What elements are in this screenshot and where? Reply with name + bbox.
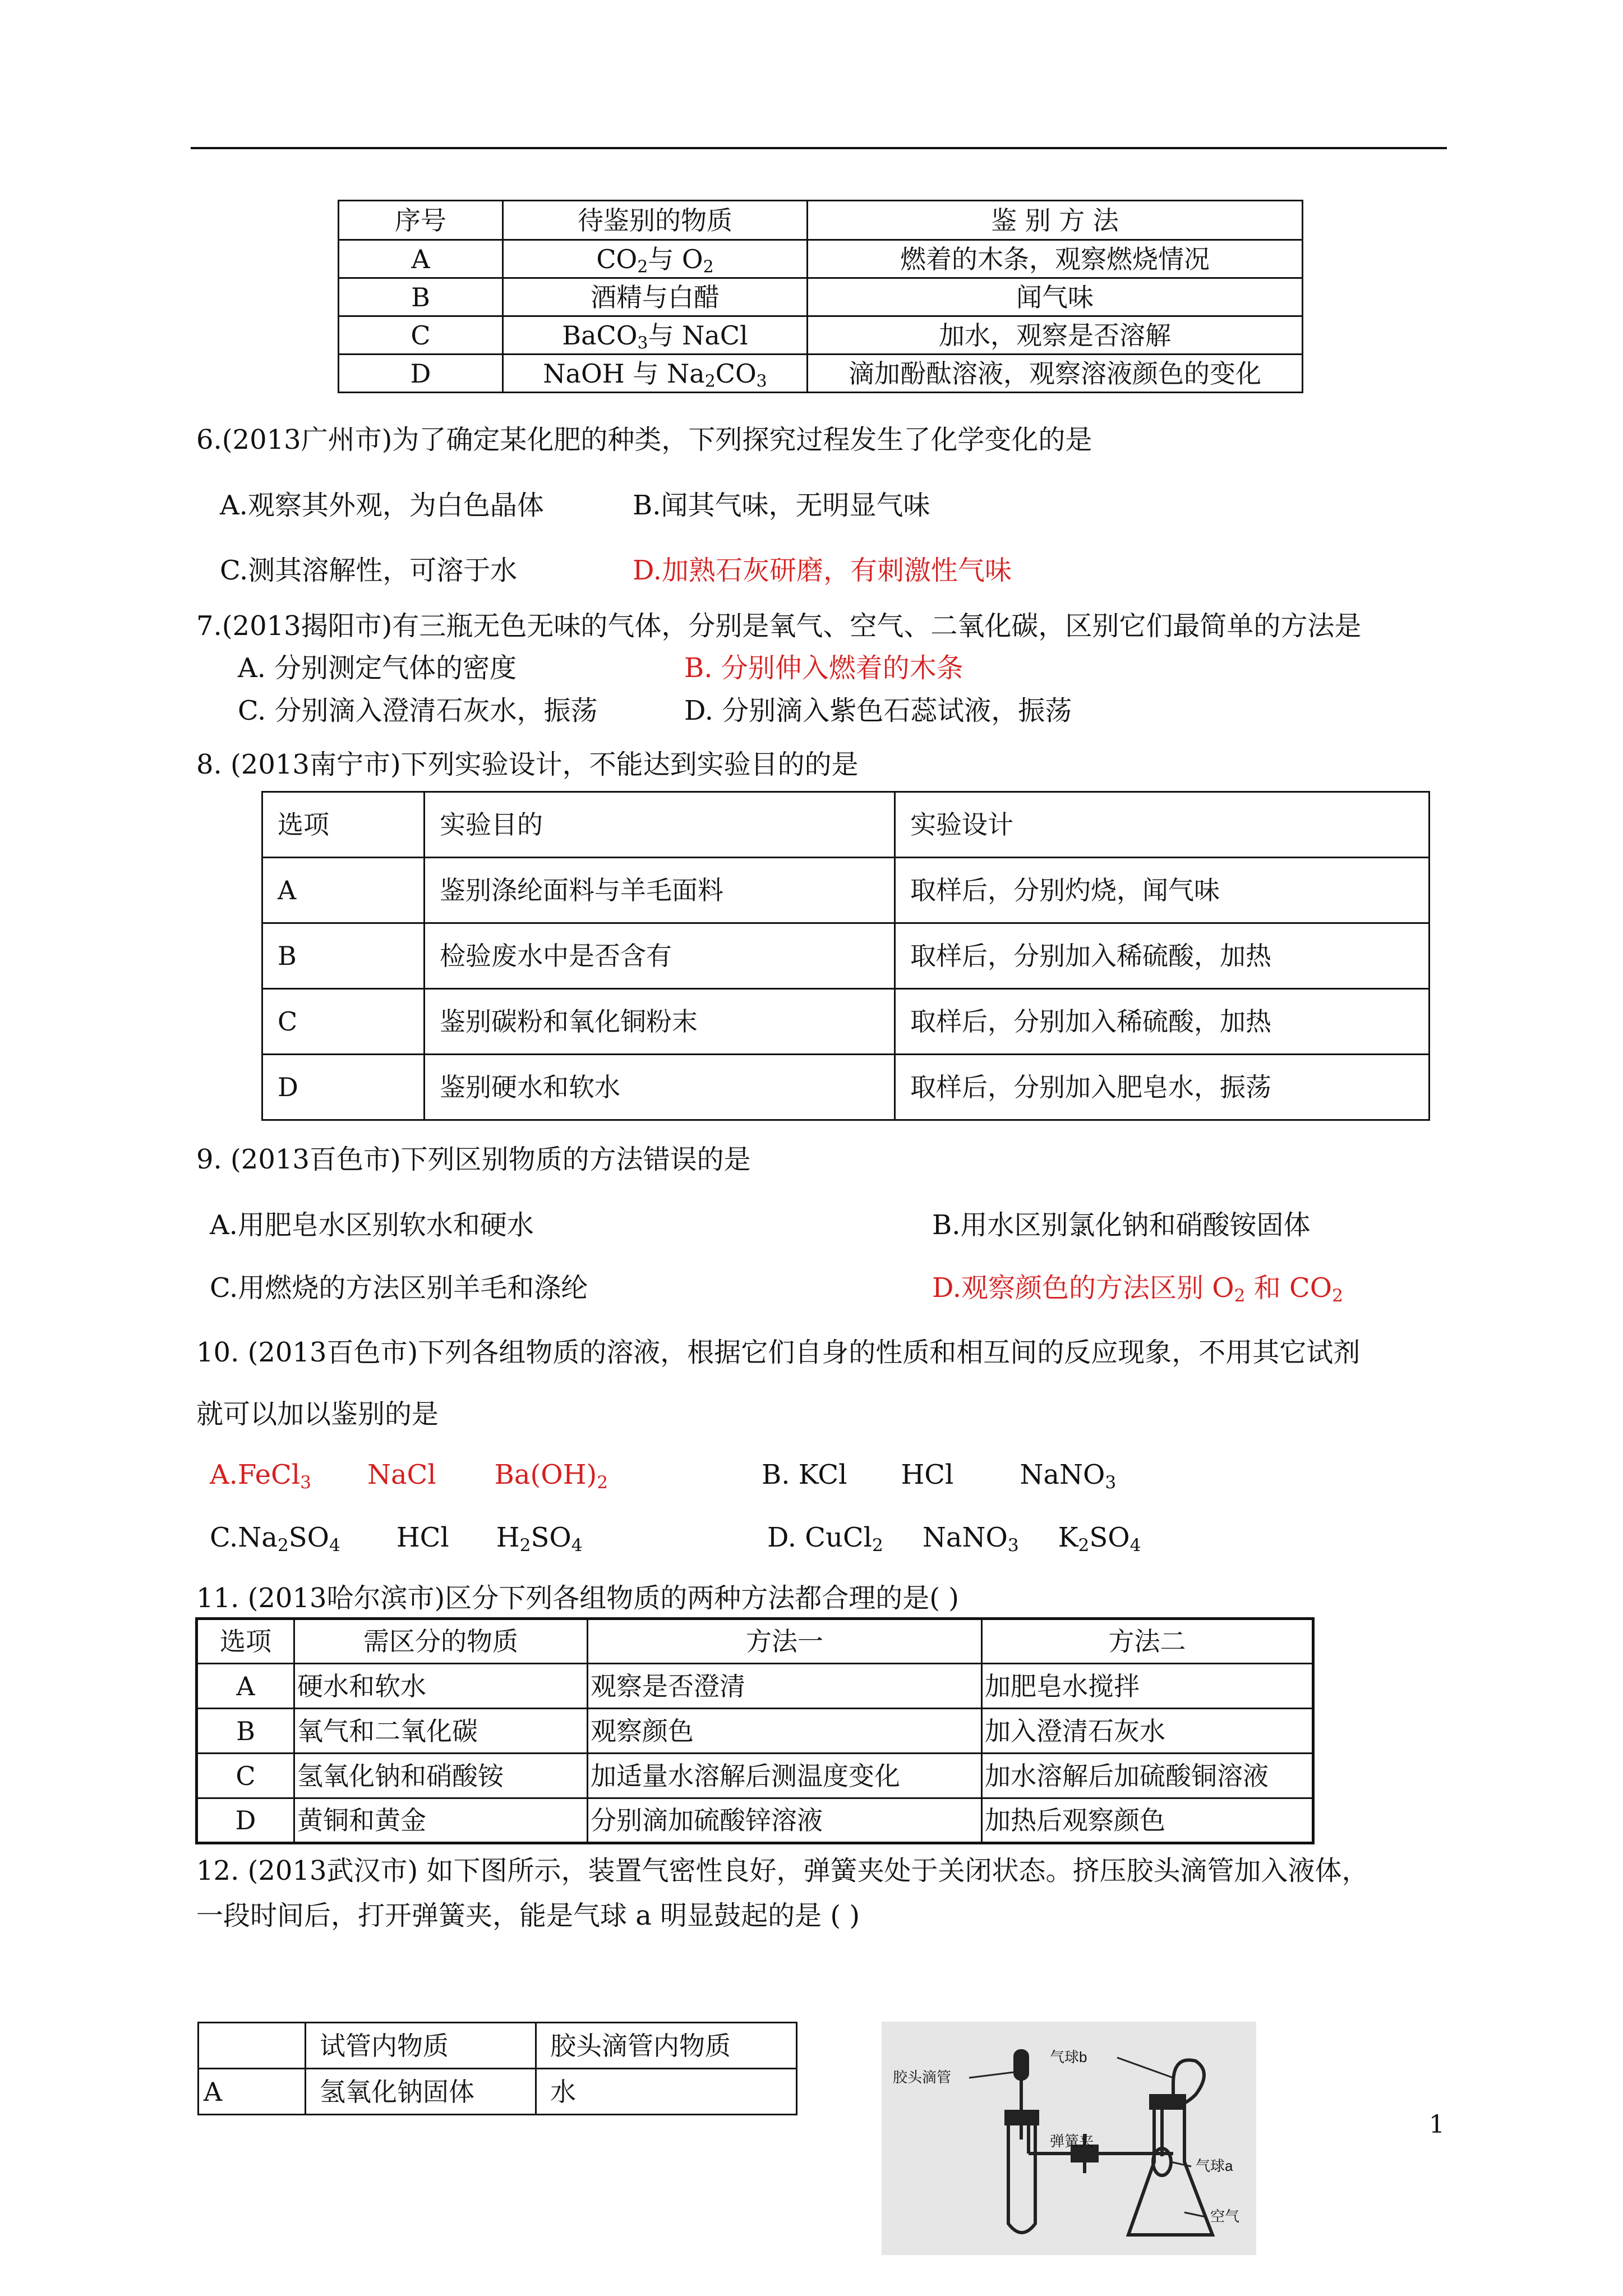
question-9-option-c: C.用燃烧的方法区别羊毛和涤纶	[210, 1272, 588, 1304]
table-header: 需区分的物质	[294, 1619, 588, 1664]
question-7-option-c: C. 分别滴入澄清石灰水，振荡	[238, 695, 598, 726]
question-7-option-d: D. 分别滴入紫色石蕊试液，振荡	[684, 695, 1072, 726]
substance-cell: BaCO$_3$与 NaCl	[503, 316, 808, 355]
question-6-option-b: B.闻其气味，无明显气味	[633, 490, 930, 521]
air-label: 空气	[1210, 2208, 1240, 2225]
apparatus-drawing	[882, 2022, 1256, 2255]
question-10-option-a: A.FeCl$_3$ NaCl $Ba(OH)_2$	[210, 1459, 608, 1493]
table-header: 待鉴别的物质	[503, 201, 808, 240]
question-10-option-b: B. KCl HCl NaNO$_3$	[762, 1459, 1117, 1493]
balloon-b-label: 气球b	[1050, 2049, 1087, 2065]
question-6-stem: 6.(2013广州市)为了确定某化肥的种类，下列探究过程发生了化学变化的是	[196, 424, 1092, 455]
table-header: 胶头滴管内物质	[536, 2023, 797, 2069]
page-number: 1	[1429, 2110, 1445, 2139]
apparatus-diagram	[882, 2022, 1256, 2255]
question-7-option-b: B. 分别伸入燃着的木条	[684, 652, 963, 684]
question-7-stem: 7.(2013揭阳市)有三瓶无色无味的气体，分别是氧气、空气、二氧化碳，区别它们最简单的方法是	[196, 610, 1362, 642]
balloon-a-label: 气球a	[1196, 2157, 1233, 2174]
table-header: 实验目的	[425, 792, 895, 858]
table-header: 实验设计	[895, 792, 1430, 858]
table-row: B 氧气和二氧化碳 观察颜色 加入澄清石灰水	[197, 1709, 1313, 1754]
table-row: A 鉴别涤纶面料与羊毛面料 取样后，分别灼烧，闻气味	[262, 858, 1430, 923]
table-row: D 鉴别硬水和软水 取样后，分别加入肥皂水，振荡	[262, 1055, 1430, 1120]
substance-cell: $CO_2$与 $O_2$	[503, 240, 808, 278]
question-11-stem: 11. (2013哈尔滨市)区分下列各组物质的两种方法都合理的是( )	[196, 1582, 959, 1614]
question-10-stem: 10. (2013百色市)下列各组物质的溶液，根据它们自身的性质和相互间的反应现象，不用其它试剂	[196, 1337, 1361, 1368]
table-row: D NaOH 与 $Na_2CO_3$ 滴加酚酞溶液，观察溶液颜色的变化	[339, 355, 1303, 393]
question-8-stem: 8. (2013南宁市)下列实验设计，不能达到实验目的的是	[196, 749, 859, 780]
question-9-option-d: D.观察颜色的方法区别 $O_2$ 和 $CO_2$	[932, 1272, 1343, 1306]
substance-cell: NaOH 与 $Na_2CO_3$	[503, 355, 808, 393]
table-row: A 氢氧化钠固体 水	[199, 2069, 797, 2115]
table-row: A 硬水和软水 观察是否澄清 加肥皂水搅拌	[197, 1664, 1313, 1709]
table-header: 选项	[197, 1619, 294, 1664]
table-header	[199, 2023, 306, 2069]
table-row: C 氢氧化钠和硝酸铵 加适量水溶解后测温度变化 加水溶解后加硫酸铜溶液	[197, 1754, 1313, 1798]
dropper-label: 胶头滴管	[893, 2069, 952, 2086]
table-row: D 黄铜和黄金 分别滴加硫酸锌溶液 加热后观察颜色	[197, 1798, 1313, 1843]
question-10-stem-cont: 就可以加以鉴别的是	[196, 1398, 439, 1430]
identification-table	[338, 200, 1303, 393]
table-row: B 酒精与白醋 闻气味	[339, 278, 1303, 316]
table-header: 方法二	[982, 1619, 1313, 1664]
question-10-option-d: D. CuCl$_2$ NaNO$_3$ $K_2SO_4$	[767, 1522, 1141, 1556]
distinguish-table	[195, 1617, 1315, 1844]
question-6-option-d: D.加熟石灰研磨，有刺激性气味	[633, 555, 1012, 586]
question-12-stem-cont: 一段时间后，打开弹簧夹，能是气球 a 明显鼓起的是 ( )	[196, 1900, 860, 1931]
question-9-option-b: B.用水区别氯化钠和硝酸铵固体	[932, 1209, 1311, 1241]
question-10-option-c: $C.Na_2SO_4$ HCl $H_2SO_4$	[210, 1522, 583, 1556]
table-header: 方法一	[588, 1619, 982, 1664]
question-7-option-a: A. 分别测定气体的密度	[238, 652, 517, 684]
table-header: 选项	[262, 792, 425, 858]
question-6-option-a: A.观察其外观，为白色晶体	[220, 490, 544, 521]
table-header: 鉴 别 方 法	[808, 201, 1303, 240]
table-row: B 检验废水中是否含有 取样后，分别加入稀硫酸，加热	[262, 923, 1430, 989]
clamp-label: 弹簧夹	[1050, 2133, 1094, 2150]
table-header: 序号	[339, 201, 503, 240]
question-6-option-c: C.测其溶解性，可溶于水	[220, 555, 518, 586]
table-header: 试管内物质	[306, 2023, 536, 2069]
table-row: A $CO_2$与 $O_2$ 燃着的木条，观察燃烧情况	[339, 240, 1303, 278]
table-row: C 鉴别碳粉和氧化铜粉末 取样后，分别加入稀硫酸，加热	[262, 989, 1430, 1055]
test-tube-table	[197, 2022, 797, 2115]
table-row: C BaCO$_3$与 NaCl 加水，观察是否溶解	[339, 316, 1303, 355]
question-9-option-a: A.用肥皂水区别软水和硬水	[210, 1209, 534, 1241]
question-9-stem: 9. (2013百色市)下列区别物质的方法错误的是	[196, 1144, 751, 1175]
experiment-design-table	[261, 791, 1430, 1121]
header-rule	[191, 147, 1447, 149]
question-12-stem: 12. (2013武汉市) 如下图所示，装置气密性良好，弹簧夹处于关闭状态。挤压胶头滴管加入液体，	[196, 1855, 1369, 1887]
